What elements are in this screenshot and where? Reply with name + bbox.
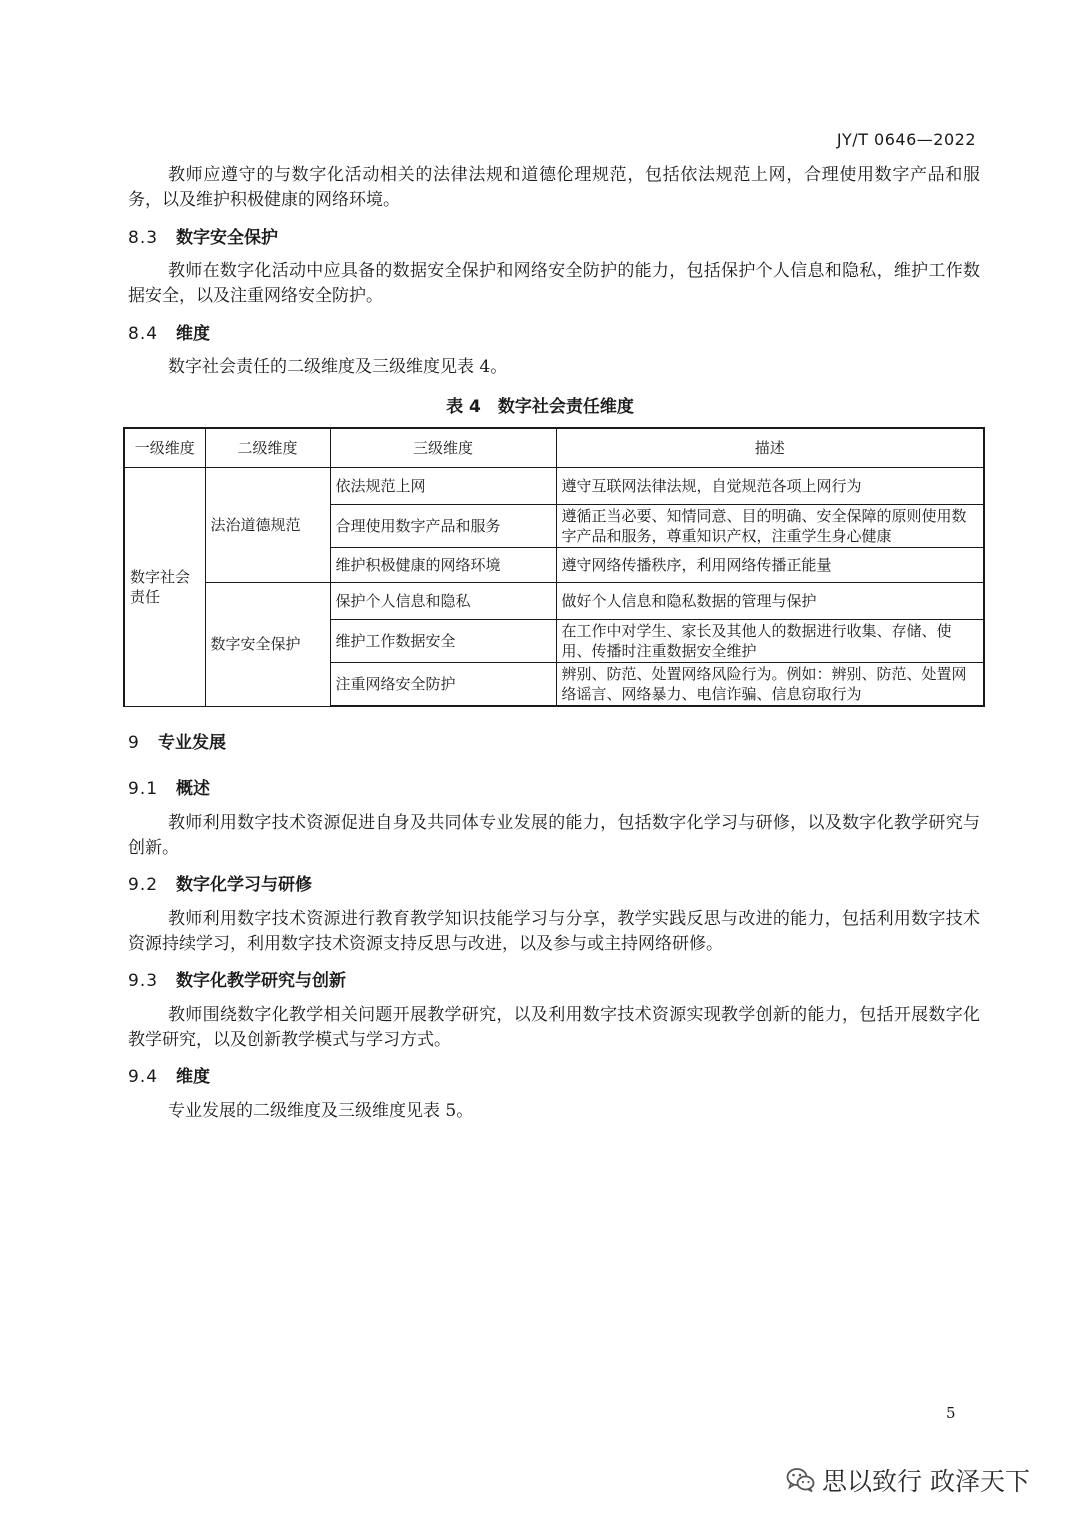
heading-8-4 — [128, 322, 210, 346]
heading-title: 数字化教学研究与创新 — [176, 971, 346, 991]
table-header-row — [124, 428, 984, 468]
description-cell: 遵守网络传播秩序，利用网络传播正能量 — [556, 548, 984, 583]
level1-cell: 数字社会责任 — [124, 468, 205, 707]
paragraph-9-2: 教师利用数字技术资源进行教育教学知识技能学习与分享，教学实践反思与改进的能力，包括利用数字技术资源持续学习，利用数字技术资源支持反思与改进，以及参与或主持网络研修。 — [128, 909, 980, 954]
page-number: 5 — [946, 1404, 956, 1422]
heading-9-2 — [128, 873, 312, 897]
heading-9-3 — [128, 969, 346, 993]
description-cell: 遵守互联网法律法规，自觉规范各项上网行为 — [556, 468, 984, 505]
level3-cell: 依法规范上网 — [330, 468, 556, 505]
table-caption: 表 4 数字社会责任维度 — [446, 397, 634, 417]
heading-title: 专业发展 — [158, 733, 226, 753]
heading-number: 9 — [128, 733, 140, 753]
paragraph-9-1: 教师利用数字技术资源促进自身及共同体专业发展的能力，包括数字化学习与研修，以及数字化教学研究与创新。 — [128, 813, 980, 858]
heading-number: 9.4 — [128, 1067, 159, 1087]
paragraph-8-4: 数字社会责任的二级维度及三级维度见表 4。 — [168, 357, 508, 377]
header-level1: 一级维度 — [124, 428, 205, 468]
paragraph-8-3: 教师在数字化活动中应具备的数据安全保护和网络安全防护的能力，包括保护个人信息和隐私，维护工作数据安全，以及注重网络安全防护。 — [128, 261, 980, 306]
paragraph-9-3: 教师围绕数字化教学相关问题开展教学研究，以及利用数字技术资源实现教学创新的能力，包括开展数字化教学研究，以及创新教学模式与学习方式。 — [128, 1005, 980, 1050]
header-description: 描述 — [556, 428, 984, 468]
heading-number: 8.3 — [128, 228, 159, 248]
level3-cell: 维护积极健康的网络环境 — [330, 548, 556, 583]
heading-9-1 — [128, 777, 210, 801]
heading-9-4 — [128, 1065, 210, 1089]
heading-title: 维度 — [176, 1067, 210, 1087]
header-level2: 二级维度 — [205, 428, 330, 468]
intro-paragraph: 教师应遵守的与数字化活动相关的法律法规和道德伦理规范，包括依法规范上网，合理使用数字产品和服务，以及维护积极健康的网络环境。 — [128, 165, 980, 210]
level2-cell: 数字安全保护 — [205, 583, 330, 707]
standard-code: JY/T 0646—2022 — [836, 130, 976, 149]
description-cell: 做好个人信息和隐私数据的管理与保护 — [556, 583, 984, 620]
paragraph-9-4: 专业发展的二级维度及三级维度见表 5。 — [168, 1101, 474, 1121]
heading-title: 数字化学习与研修 — [176, 875, 312, 895]
level3-cell: 合理使用数字产品和服务 — [330, 505, 556, 548]
heading-9 — [128, 731, 226, 755]
table-row — [124, 583, 984, 620]
heading-number: 9.1 — [128, 779, 159, 799]
table-row — [124, 468, 984, 505]
level3-cell: 维护工作数据安全 — [330, 620, 556, 663]
level3-cell: 保护个人信息和隐私 — [330, 583, 556, 620]
account-name: 思以致行 政泽天下 — [822, 1467, 1030, 1496]
heading-number: 9.3 — [128, 971, 159, 991]
description-cell: 在工作中对学生、家长及其他人的数据进行收集、存储、使用、传播时注重数据安全维护 — [556, 620, 984, 663]
footer-watermark — [786, 1462, 1030, 1498]
heading-number: 8.4 — [128, 324, 159, 344]
heading-number: 9.2 — [128, 875, 159, 895]
wechat-icon — [786, 1467, 816, 1493]
level3-cell: 注重网络安全防护 — [330, 663, 556, 707]
table-4 — [123, 427, 985, 707]
heading-title: 概述 — [176, 779, 210, 799]
header-level3: 三级维度 — [330, 428, 556, 468]
description-cell: 辨别、防范、处置网络风险行为。例如：辨别、防范、处置网络谣言、网络暴力、电信诈骗、信息窃取行为 — [556, 663, 984, 707]
description-cell: 遵循正当必要、知情同意、目的明确、安全保障的原则使用数字产品和服务，尊重知识产权，注重学生身心健康 — [556, 505, 984, 548]
heading-title: 维度 — [176, 324, 210, 344]
heading-title: 数字安全保护 — [176, 228, 278, 248]
level2-cell: 法治道德规范 — [205, 468, 330, 583]
heading-8-3 — [128, 226, 278, 250]
